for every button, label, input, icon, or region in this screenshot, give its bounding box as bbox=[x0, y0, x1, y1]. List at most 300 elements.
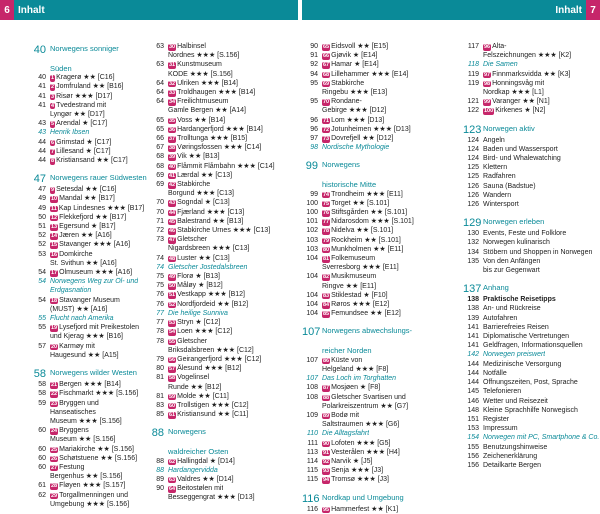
toc-entry[interactable] bbox=[302, 411, 462, 420]
toc-entry[interactable] bbox=[302, 51, 462, 60]
toc-entry-label: Gjøvik ★ [E14] bbox=[331, 52, 378, 60]
toc-entry[interactable] bbox=[30, 408, 148, 417]
sight-number-badge: 4 bbox=[51, 102, 55, 109]
toc-entry[interactable] bbox=[148, 235, 298, 244]
toc-page-number: 81 bbox=[156, 392, 164, 400]
toc-entry[interactable] bbox=[302, 439, 462, 448]
toc-page-number: 119 bbox=[467, 79, 479, 87]
toc-entry[interactable] bbox=[463, 257, 600, 266]
toc-entry[interactable] bbox=[463, 182, 600, 191]
toc-entry-label: Sauna (Badstue) bbox=[483, 182, 536, 190]
sight-number-badge: 35 bbox=[169, 117, 176, 124]
toc-entry-label: Küste von bbox=[331, 356, 363, 364]
toc-entry-text bbox=[322, 70, 408, 79]
sight-number-badge: 84 bbox=[323, 302, 330, 309]
toc-entry[interactable] bbox=[30, 204, 148, 213]
toc-entry[interactable] bbox=[148, 208, 298, 217]
toc-entry[interactable] bbox=[463, 406, 600, 415]
toc-entry-text bbox=[50, 366, 137, 380]
toc-entry-label: Stabkirche bbox=[177, 181, 211, 189]
toc-entry[interactable] bbox=[148, 281, 298, 290]
toc-entry-label: Stryn ★ [C12] bbox=[177, 319, 221, 327]
toc-entry[interactable] bbox=[302, 217, 462, 226]
toc-entry-label: Kristiansund ★★ [C11] bbox=[177, 411, 249, 419]
toc-entry[interactable] bbox=[463, 360, 600, 369]
toc-feature-entry[interactable] bbox=[302, 429, 462, 438]
toc-entry[interactable] bbox=[30, 250, 148, 259]
toc-page-number: 61 bbox=[38, 482, 46, 490]
toc-section-heading[interactable] bbox=[302, 178, 462, 189]
toc-entry[interactable] bbox=[302, 291, 462, 300]
toc-entry[interactable] bbox=[148, 272, 298, 281]
toc-entry[interactable] bbox=[463, 295, 600, 304]
toc-entry[interactable] bbox=[30, 147, 148, 156]
toc-section-heading[interactable] bbox=[302, 158, 462, 172]
toc-entry[interactable] bbox=[463, 304, 600, 313]
toc-entry[interactable] bbox=[463, 51, 600, 60]
toc-entry[interactable] bbox=[30, 491, 148, 500]
toc-entry[interactable] bbox=[463, 163, 600, 172]
toc-feature-entry[interactable] bbox=[30, 277, 148, 286]
toc-entry[interactable] bbox=[148, 327, 298, 336]
toc-entry[interactable] bbox=[148, 475, 298, 484]
sight-number-badge: 91 bbox=[323, 449, 330, 456]
toc-entry-label: Benutzungshinweise bbox=[483, 443, 548, 451]
toc-entry[interactable] bbox=[463, 106, 600, 115]
toc-entry[interactable] bbox=[463, 341, 600, 350]
toc-entry[interactable] bbox=[463, 443, 600, 452]
toc-entry[interactable] bbox=[463, 378, 600, 387]
toc-entry[interactable] bbox=[148, 88, 298, 97]
toc-page-number: 129 bbox=[463, 217, 482, 230]
toc-entry[interactable] bbox=[30, 194, 148, 203]
toc-entry-label: Trollstigen ★★★ [C12] bbox=[177, 401, 249, 409]
toc-entry-label: Telefonieren bbox=[483, 388, 522, 396]
toc-section-heading[interactable] bbox=[463, 215, 600, 229]
toc-entry-label: Rockheim ★★ [S.101] bbox=[331, 236, 401, 244]
toc-entry[interactable] bbox=[148, 171, 298, 180]
sight-number-badge: 78 bbox=[323, 228, 330, 235]
toc-entry[interactable] bbox=[148, 70, 298, 79]
toc-entry-label: Nordfjordeid ★★ [B12] bbox=[177, 300, 249, 308]
toc-entry[interactable] bbox=[302, 106, 462, 115]
toc-entry-label: Vik ★★ [B13] bbox=[177, 153, 220, 161]
toc-entry[interactable] bbox=[148, 51, 298, 60]
sight-number-badge: 16 bbox=[51, 251, 58, 258]
toc-entry[interactable] bbox=[30, 351, 148, 360]
toc-entry[interactable] bbox=[30, 472, 148, 481]
toc-entry[interactable] bbox=[463, 42, 600, 51]
toc-entry[interactable] bbox=[30, 296, 148, 305]
toc-entry[interactable] bbox=[302, 457, 462, 466]
sight-number-badge: 32 bbox=[169, 80, 176, 87]
toc-entry-label: Stavanger ★★★ [A16] bbox=[59, 241, 131, 249]
toc-entry-label: Norwegens bbox=[322, 160, 360, 170]
sight-number-badge: 17 bbox=[51, 270, 58, 277]
toc-entry-text bbox=[322, 125, 411, 134]
toc-entry-label: Sverresborg ★★★ [E11] bbox=[322, 264, 399, 272]
toc-page-number: 99 bbox=[310, 190, 318, 198]
toc-entry-text bbox=[483, 443, 547, 452]
toc-page-number bbox=[148, 51, 168, 60]
toc-page-number: 95 bbox=[310, 98, 318, 106]
toc-entry[interactable] bbox=[463, 238, 600, 247]
toc-page-number: 107 bbox=[306, 375, 318, 383]
toc-entry-label: Alta- bbox=[492, 43, 507, 50]
toc-entry[interactable] bbox=[302, 282, 462, 291]
toc-entry[interactable] bbox=[30, 259, 148, 268]
sight-number-badge: 44 bbox=[169, 209, 176, 216]
toc-section-heading[interactable] bbox=[30, 366, 148, 380]
toc-entry-text bbox=[50, 435, 115, 444]
toc-entry[interactable] bbox=[148, 143, 298, 152]
toc-entry-text bbox=[168, 88, 255, 97]
toc-entry[interactable] bbox=[30, 156, 148, 165]
toc-entry[interactable] bbox=[463, 387, 600, 396]
toc-section-heading[interactable] bbox=[30, 171, 148, 185]
toc-entry[interactable] bbox=[302, 383, 462, 392]
toc-page-number: 117 bbox=[467, 43, 479, 50]
toc-entry[interactable] bbox=[148, 493, 298, 502]
toc-entry[interactable] bbox=[463, 145, 600, 154]
toc-entry[interactable] bbox=[148, 79, 298, 88]
toc-entry-text bbox=[168, 425, 206, 439]
toc-entry[interactable] bbox=[302, 365, 462, 374]
toc-entry-label: Torget ★★ [S.101] bbox=[331, 199, 390, 207]
toc-entry[interactable] bbox=[30, 463, 148, 472]
toc-entry[interactable] bbox=[302, 466, 462, 475]
toc-entry-label: Sogndal ★ [C13] bbox=[177, 199, 230, 207]
toc-entry-label: Arendal ★ [C17] bbox=[56, 120, 108, 128]
toc-entry-label: St. Svithun ★★ [A16] bbox=[50, 259, 117, 267]
toc-entry[interactable] bbox=[302, 116, 462, 125]
toc-section-heading[interactable] bbox=[148, 445, 298, 456]
toc-entry[interactable] bbox=[148, 290, 298, 299]
toc-entry[interactable] bbox=[30, 110, 148, 119]
toc-entry-text bbox=[322, 263, 399, 272]
toc-entry-label: Eidsvoll ★★ [E15] bbox=[331, 43, 389, 50]
toc-entry[interactable] bbox=[148, 106, 298, 115]
toc-feature-entry[interactable] bbox=[463, 433, 600, 442]
toc-entry[interactable] bbox=[30, 454, 148, 463]
toc-page-number bbox=[302, 420, 322, 429]
toc-page-number: 58 bbox=[38, 390, 46, 398]
toc-entry-text bbox=[483, 452, 537, 461]
toc-entry[interactable] bbox=[148, 484, 298, 493]
toc-entry[interactable] bbox=[148, 244, 298, 253]
toc-entry[interactable] bbox=[148, 401, 298, 410]
toc-entry-text bbox=[168, 355, 261, 364]
toc-entry[interactable] bbox=[302, 226, 462, 235]
toc-entry[interactable] bbox=[302, 254, 462, 263]
toc-page-number: 104 bbox=[306, 273, 318, 281]
toc-entry[interactable] bbox=[463, 70, 600, 79]
toc-entry[interactable] bbox=[463, 136, 600, 145]
toc-entry-text bbox=[50, 73, 115, 82]
toc-entry[interactable] bbox=[148, 410, 298, 419]
toc-entry[interactable] bbox=[302, 208, 462, 217]
toc-entry[interactable] bbox=[30, 213, 148, 222]
toc-entry[interactable] bbox=[302, 272, 462, 281]
toc-entry[interactable] bbox=[148, 60, 298, 69]
toc-entry[interactable] bbox=[463, 172, 600, 181]
toc-entry-text bbox=[483, 387, 521, 396]
toc-entry[interactable] bbox=[148, 383, 298, 392]
toc-feature-entry[interactable] bbox=[148, 466, 298, 475]
toc-entry[interactable] bbox=[463, 229, 600, 238]
toc-feature-entry[interactable] bbox=[148, 309, 298, 318]
toc-entry[interactable] bbox=[302, 356, 462, 365]
toc-entry[interactable] bbox=[302, 79, 462, 88]
toc-entry[interactable] bbox=[302, 125, 462, 134]
toc-entry-label: Mandal ★★ [B17] bbox=[59, 195, 115, 203]
sight-number-badge: 96 bbox=[484, 44, 491, 50]
toc-page-number: 134 bbox=[467, 248, 479, 256]
toc-page-number: 135 bbox=[467, 257, 479, 265]
toc-entry-text bbox=[483, 88, 544, 97]
toc-entry-text bbox=[50, 204, 144, 213]
sight-number-badge: 71 bbox=[323, 117, 330, 124]
toc-entry[interactable] bbox=[463, 415, 600, 424]
toc-entry-label: Impressum bbox=[483, 425, 518, 433]
toc-entry-label: Flucht nach Amerika bbox=[50, 315, 114, 323]
toc-entry[interactable] bbox=[30, 399, 148, 408]
toc-entry[interactable] bbox=[463, 397, 600, 406]
sight-number-badge: 36 bbox=[169, 126, 176, 133]
toc-entry[interactable] bbox=[463, 323, 600, 332]
toc-entry[interactable] bbox=[148, 364, 298, 373]
toc-entry[interactable] bbox=[148, 180, 298, 189]
toc-entry-text bbox=[50, 342, 95, 351]
toc-section-heading[interactable] bbox=[302, 344, 462, 355]
toc-entry-label: Ulriken ★★★ [B14] bbox=[177, 79, 238, 87]
toc-entry[interactable] bbox=[30, 305, 148, 314]
toc-entry[interactable] bbox=[302, 475, 462, 484]
toc-entry[interactable] bbox=[302, 420, 462, 429]
toc-entry[interactable] bbox=[148, 162, 298, 171]
toc-entry[interactable] bbox=[463, 97, 600, 106]
toc-page-number: 104 bbox=[306, 255, 318, 263]
toc-entry-label: Geirangerfjord ★★★ [C12] bbox=[177, 355, 262, 363]
toc-entry[interactable] bbox=[30, 445, 148, 454]
toc-entry-text bbox=[168, 392, 229, 401]
toc-page-number: 103 bbox=[306, 236, 318, 244]
sight-number-badge: 69 bbox=[323, 80, 330, 87]
toc-entry[interactable] bbox=[30, 342, 148, 351]
toc-entry[interactable] bbox=[148, 189, 298, 198]
toc-entry-text bbox=[50, 296, 120, 305]
toc-feature-entry[interactable] bbox=[463, 350, 600, 359]
toc-entry[interactable] bbox=[302, 70, 462, 79]
toc-entry-text bbox=[50, 380, 121, 389]
toc-entry-text bbox=[322, 51, 377, 60]
toc-entry[interactable] bbox=[30, 138, 148, 147]
toc-entry[interactable] bbox=[463, 461, 600, 470]
toc-entry[interactable] bbox=[463, 191, 600, 200]
toc-section-heading[interactable] bbox=[30, 62, 148, 73]
toc-feature-entry[interactable] bbox=[463, 60, 600, 69]
toc-entry[interactable] bbox=[463, 332, 600, 341]
toc-entry[interactable] bbox=[30, 417, 148, 426]
toc-entry[interactable] bbox=[463, 314, 600, 323]
toc-page-number: 119 bbox=[467, 70, 479, 78]
sight-number-badge: 33 bbox=[169, 90, 176, 97]
toc-entry-text bbox=[322, 254, 375, 263]
toc-entry-label: Flekkefjord ★★ [B17] bbox=[59, 213, 127, 221]
sight-number-badge: 86 bbox=[323, 357, 330, 364]
toc-entry[interactable] bbox=[148, 217, 298, 226]
toc-entry[interactable] bbox=[148, 42, 298, 51]
toc-entry[interactable] bbox=[463, 79, 600, 88]
toc-entry[interactable] bbox=[302, 97, 462, 106]
toc-entry[interactable] bbox=[463, 266, 600, 275]
toc-entry[interactable] bbox=[30, 101, 148, 110]
toc-entry[interactable] bbox=[148, 97, 298, 106]
sight-number-badge: 29 bbox=[51, 492, 58, 499]
toc-entry[interactable] bbox=[302, 60, 462, 69]
toc-section-heading[interactable] bbox=[302, 491, 462, 505]
toc-entry[interactable] bbox=[302, 134, 462, 143]
toc-section-heading[interactable] bbox=[148, 425, 298, 439]
toc-entry[interactable] bbox=[148, 125, 298, 134]
toc-page-number: 69 bbox=[156, 171, 164, 179]
toc-entry-text bbox=[322, 420, 399, 429]
toc-entry[interactable] bbox=[463, 248, 600, 257]
toc-entry-text bbox=[168, 198, 230, 207]
toc-entry-text bbox=[168, 106, 246, 115]
toc-entry[interactable] bbox=[148, 346, 298, 355]
toc-entry-label: Domkirche bbox=[59, 250, 93, 258]
toc-entry-text bbox=[50, 491, 128, 500]
toc-entry[interactable] bbox=[148, 337, 298, 346]
toc-entry[interactable] bbox=[148, 392, 298, 401]
toc-entry-label: Honningsvåg mit bbox=[492, 79, 545, 87]
toc-entry-label: Setesdal ★★ [C16] bbox=[56, 186, 117, 194]
toc-entry[interactable] bbox=[302, 199, 462, 208]
toc-entry[interactable] bbox=[302, 236, 462, 245]
toc-entry[interactable] bbox=[463, 88, 600, 97]
toc-entry[interactable] bbox=[30, 332, 148, 341]
toc-entry-label: Rondane- bbox=[331, 98, 362, 106]
toc-section-heading[interactable] bbox=[302, 324, 462, 338]
toc-entry-label: Besseggengrat ★★★ [D13] bbox=[168, 494, 255, 502]
toc-entry[interactable] bbox=[302, 190, 462, 199]
toc-entry[interactable] bbox=[463, 369, 600, 378]
toc-section-heading[interactable] bbox=[30, 42, 148, 56]
toc-entry[interactable] bbox=[463, 424, 600, 433]
toc-entry[interactable] bbox=[302, 402, 462, 411]
toc-entry-label: Norwegen aktiv bbox=[483, 123, 535, 133]
toc-entry[interactable] bbox=[148, 373, 298, 382]
toc-entry[interactable] bbox=[463, 200, 600, 209]
toc-feature-entry[interactable] bbox=[148, 263, 298, 272]
sight-number-badge: 41 bbox=[169, 172, 176, 179]
toc-entry-text bbox=[483, 266, 540, 275]
toc-entry-text bbox=[322, 344, 372, 355]
toc-entry[interactable] bbox=[302, 88, 462, 97]
toc-entry-label: Lillehammer ★★★ [E14] bbox=[331, 70, 409, 78]
toc-entry[interactable] bbox=[302, 393, 462, 402]
toc-page-number: 107 bbox=[302, 326, 321, 339]
toc-entry[interactable] bbox=[30, 231, 148, 240]
toc-page-number: 109 bbox=[306, 411, 318, 419]
toc-entry-text bbox=[168, 401, 249, 410]
toc-entry[interactable] bbox=[148, 254, 298, 263]
toc-entry[interactable] bbox=[30, 323, 148, 332]
toc-entry[interactable] bbox=[302, 300, 462, 309]
toc-page-number: 60 bbox=[38, 427, 46, 435]
toc-page-number: 44 bbox=[38, 157, 46, 165]
toc-entry-text bbox=[322, 245, 403, 254]
toc-entry[interactable] bbox=[148, 300, 298, 309]
toc-entry[interactable] bbox=[30, 185, 148, 194]
toc-feature-entry[interactable] bbox=[30, 286, 148, 295]
toc-page-number bbox=[302, 106, 322, 115]
toc-entry[interactable] bbox=[302, 309, 462, 318]
toc-page-number: 55 bbox=[38, 324, 46, 332]
toc-entry[interactable] bbox=[148, 116, 298, 125]
toc-feature-entry[interactable] bbox=[30, 314, 148, 323]
toc-entry[interactable] bbox=[302, 245, 462, 254]
toc-entry[interactable] bbox=[30, 435, 148, 444]
toc-feature-entry[interactable] bbox=[30, 128, 148, 137]
sight-number-badge: 12 bbox=[51, 214, 58, 221]
toc-section-heading[interactable] bbox=[463, 122, 600, 136]
toc-entry[interactable] bbox=[30, 500, 148, 509]
toc-entry[interactable] bbox=[30, 222, 148, 231]
toc-entry-text bbox=[50, 445, 134, 454]
toc-entry-label: Events, Feste und Folklore bbox=[483, 230, 567, 238]
sight-number-badge: 25 bbox=[51, 446, 58, 453]
toc-entry[interactable] bbox=[302, 42, 462, 51]
toc-entry[interactable] bbox=[463, 154, 600, 163]
toc-entry[interactable] bbox=[302, 448, 462, 457]
toc-entry[interactable] bbox=[30, 92, 148, 101]
toc-entry[interactable] bbox=[30, 82, 148, 91]
toc-entry[interactable] bbox=[30, 240, 148, 249]
toc-entry[interactable] bbox=[302, 263, 462, 272]
toc-entry-text bbox=[50, 213, 126, 222]
toc-entry[interactable] bbox=[148, 198, 298, 207]
toc-feature-entry[interactable] bbox=[302, 374, 462, 383]
toc-entry[interactable] bbox=[148, 134, 298, 143]
toc-entry-label: Hallingdal ★ [D14] bbox=[177, 457, 235, 465]
toc-entry[interactable] bbox=[30, 380, 148, 389]
toc-entry[interactable] bbox=[30, 389, 148, 398]
toc-entry[interactable] bbox=[148, 226, 298, 235]
sight-number-badge: 15 bbox=[51, 242, 58, 249]
toc-section-heading[interactable] bbox=[463, 281, 600, 295]
toc-entry[interactable] bbox=[30, 119, 148, 128]
toc-entry-label: Von den Anfängen bbox=[483, 257, 541, 265]
toc-entry-text bbox=[50, 222, 116, 231]
toc-feature-entry[interactable] bbox=[302, 143, 462, 152]
toc-entry[interactable] bbox=[30, 481, 148, 490]
toc-entry[interactable] bbox=[302, 505, 462, 514]
toc-entry[interactable] bbox=[30, 268, 148, 277]
toc-entry[interactable] bbox=[148, 318, 298, 327]
sight-number-badge: 55 bbox=[169, 338, 176, 345]
toc-entry-label: Ringve ★★ [E11] bbox=[322, 282, 377, 290]
toc-entry[interactable] bbox=[30, 426, 148, 435]
toc-entry-label: Norwegens bbox=[168, 427, 206, 437]
toc-entry[interactable] bbox=[463, 452, 600, 461]
toc-entry[interactable] bbox=[148, 355, 298, 364]
toc-entry[interactable] bbox=[148, 457, 298, 466]
toc-entry-text bbox=[322, 116, 384, 125]
toc-entry[interactable] bbox=[30, 73, 148, 82]
toc-entry[interactable] bbox=[148, 152, 298, 161]
